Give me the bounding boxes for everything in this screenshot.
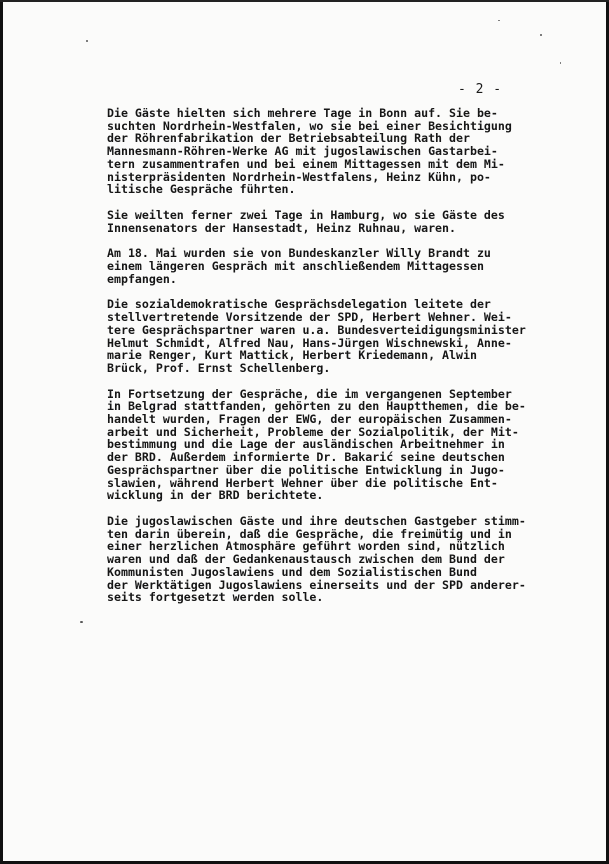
- text-line: Die Gäste hielten sich mehrere Tage in Bonn auf. Sie be-: [107, 106, 498, 120]
- text-line: marie Renger, Kurt Mattick, Herbert Kriedemann, Alwin: [107, 348, 477, 363]
- scan-speck: [80, 621, 83, 623]
- text-line: tern zusammentrafen und bei einem Mittagessen mit dem Mi-: [107, 156, 505, 171]
- text-line: Innensenators der Hansestadt, Heinz Ruhnau, waren.: [107, 220, 457, 235]
- text-line: einem längeren Gespräch mit anschließendem Mittagessen: [107, 259, 484, 274]
- scan-speck: [86, 40, 88, 42]
- scan-edge-top: [0, 0, 609, 2]
- text-line: Mannesmann-Röhren-Werke AG mit jugoslawischen Gastarbei-: [107, 144, 498, 159]
- text-line: suchten Nordrhein-Westfalen, wo sie bei einer Besichtigung: [107, 118, 512, 133]
- text-line: seits fortgesetzt werden solle.: [107, 590, 324, 605]
- page-number: - 2 -: [458, 82, 503, 97]
- paragraph-main-topics: [107, 388, 547, 502]
- text-line: empfangen.: [107, 271, 177, 286]
- text-line: In Fortsetzung der Gespräche, die im vergangenen September: [107, 386, 512, 401]
- scan-edge-left: [0, 0, 3, 864]
- paragraph-chancellor-meeting: [107, 247, 547, 285]
- text-line: litische Gespräche führten.: [107, 182, 296, 197]
- text-line: Die jugoslawischen Gäste und ihre deutschen Gastgeber stimm-: [107, 513, 526, 528]
- scan-speck: [498, 20, 500, 21]
- text-line: der Röhrenfabrikation der Betriebsabteilung Rath der: [107, 131, 470, 146]
- text-line: Gesprächspartner über die politische Entwicklung in Jugo-: [107, 462, 505, 477]
- text-line: wicklung in der BRD berichtete.: [107, 488, 324, 503]
- text-line: Helmut Schmidt, Alfred Nau, Hans-Jürgen Wischnewski, Anne-: [107, 335, 512, 350]
- text-line: stellvertretende Vorsitzende der SPD, Herbert Wehner. Wei-: [107, 310, 512, 325]
- text-line: Sie weilten ferner zwei Tage in Hamburg, wo sie Gäste des: [107, 207, 505, 222]
- text-line: ten darin überein, daß die Gespräche, die freimütig und in: [107, 526, 512, 541]
- text-line: tere Gesprächspartner waren u.a. Bundesverteidigungsminister: [107, 322, 526, 337]
- text-line: der BRD. Außerdem informierte Dr. Bakarić seine deutschen: [107, 450, 505, 465]
- paragraph-visit-hamburg: [107, 209, 547, 234]
- text-line: Brück, Prof. Ernst Schellenberg.: [107, 360, 331, 375]
- text-line: bestimmung und die Lage der ausländischen Arbeitnehmer in: [107, 437, 505, 452]
- text-line: waren und daß der Gedankenaustausch zwischen dem Bund der: [107, 552, 505, 567]
- text-line: in Belgrad stattfanden, gehörten zu den Hauptthemen, die be-: [107, 399, 526, 414]
- text-line: Die sozialdemokratische Gesprächsdelegation leitete der: [107, 297, 491, 312]
- paragraph-visit-bonn: [107, 107, 547, 196]
- text-line: slawien, während Herbert Wehner über die politische Ent-: [107, 475, 498, 490]
- text-line: der Werktätigen Jugoslawiens einerseits und der SPD anderer-: [107, 577, 526, 592]
- text-line: handelt wurden, Fragen der EWG, der europäischen Zusammen-: [107, 412, 512, 427]
- text-line: arbeit und Sicherheit, Probleme der Sozialpolitik, der Mit-: [107, 424, 519, 439]
- paragraph-agreement: [107, 515, 547, 604]
- text-line: Am 18. Mai wurden sie von Bundeskanzler Willy Brandt zu: [107, 246, 491, 261]
- text-line: einer herzlichen Atmosphäre geführt worden sind, nützlich: [107, 539, 505, 554]
- scan-speck: [540, 34, 542, 36]
- scan-speck: [560, 62, 561, 64]
- text-line: nisterpräsidenten Nordrhein-Westfalens, Heinz Kühn, po-: [107, 169, 491, 184]
- text-line: Kommunisten Jugoslawiens und dem Sozialistischen Bund: [107, 564, 477, 579]
- document-body: [107, 107, 547, 617]
- paragraph-delegation: [107, 298, 547, 374]
